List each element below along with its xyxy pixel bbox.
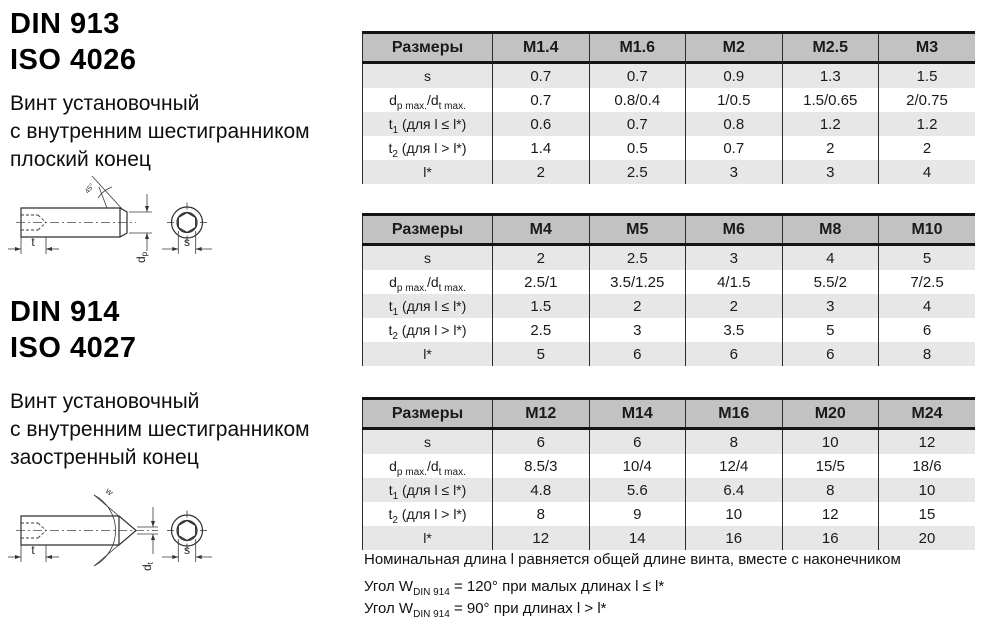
value-cell: 1.2 [879,112,976,136]
size-column-header: M16 [686,399,783,429]
note-nominal-length: Номинальная длина l равняется общей длине винта, вместе с наконечником [364,551,901,568]
note-angle-120: Угол $W_{DIN 914} = 120^\circ$ при малых длинах l ≤ l* [364,578,665,598]
side-view [16,485,158,566]
standard-heading-2 [10,294,137,366]
din914-cone-point-drawing [6,476,234,576]
s-label: s [184,235,190,249]
table-row [363,342,976,366]
value-cell: 4 [782,245,879,271]
s-label: s [184,543,190,557]
value-cell: 2 [879,136,976,160]
value-cell: 0.5 [589,136,686,160]
size-column-header: M10 [879,215,976,245]
t-dimension [8,543,59,562]
row-label: s [424,68,431,84]
sizes-title-cell: Размеры [363,215,493,245]
value-cell: 2/0.75 [879,88,976,112]
table-row [363,502,976,526]
value-cell: 3 [782,160,879,184]
value-cell: 0.7 [589,112,686,136]
value-cell: 6.4 [686,478,783,502]
table-row [363,63,976,89]
value-cell: 3 [686,245,783,271]
value-cell: 2 [493,245,590,271]
size-column-header: M8 [782,215,879,245]
value-cell: 1.4 [493,136,590,160]
value-cell: 6 [879,318,976,342]
size-column-header: M14 [589,399,686,429]
table-row [363,294,976,318]
w-angle-label: w [103,485,116,498]
standard-line: DIN 914 [10,296,120,328]
value-cell: 2.5 [589,160,686,184]
table-medium-sizes [362,213,976,366]
row-label: $t_2$ (для l > l*) [388,140,467,160]
value-cell: 5.6 [589,478,686,502]
value-cell: 10 [686,502,783,526]
size-column-header: M24 [879,399,976,429]
sizes-title-cell: Размеры [363,399,493,429]
value-cell: 1.2 [782,112,879,136]
row-label: $t_1$ (для l ≤ l*) [388,116,467,136]
dimensions-table [362,397,975,550]
t-dimension [8,235,59,254]
value-cell: 2.5 [589,245,686,271]
table-row [363,88,976,112]
value-cell: 8.5/3 [493,454,590,478]
value-cell: 16 [782,526,879,550]
value-cell: 1/0.5 [686,88,783,112]
value-cell: 0.6 [493,112,590,136]
value-cell: 6 [782,342,879,366]
value-cell: 2 [686,294,783,318]
value-cell: 3 [686,160,783,184]
value-cell: 10 [782,429,879,455]
row-label: l* [423,530,432,546]
value-cell: 4 [879,160,976,184]
dimensions-table [362,213,975,366]
s-dimension [162,539,212,562]
value-cell: 4/1.5 [686,270,783,294]
description-line: плоский конец [10,148,151,171]
description-line: с внутренним шестигранником [10,120,310,143]
table-row [363,478,976,502]
value-cell: 8 [782,478,879,502]
value-cell: 1.3 [782,63,879,89]
description-line: заостренный конец [10,446,199,469]
dt-dimension [137,507,158,571]
row-label: l* [423,346,432,362]
s-dimension [162,231,212,254]
value-cell: 20 [879,526,976,550]
standard-line: ISO 4027 [10,332,137,364]
value-cell: 2 [493,160,590,184]
value-cell: 0.9 [686,63,783,89]
value-cell: 0.7 [589,63,686,89]
value-cell: 6 [589,342,686,366]
value-cell: 6 [686,342,783,366]
table-row [363,454,976,478]
value-cell: 3.5/1.25 [589,270,686,294]
row-label: $d_{p max.}/d_{t max.}$ [389,274,466,294]
row-label: $d_{p max.}/d_{t max.}$ [389,92,466,112]
table-large-sizes [362,397,976,550]
row-label: $t_1$ (для l ≤ l*) [388,298,467,318]
value-cell: 0.8 [686,112,783,136]
dp-label: dp [134,251,149,263]
table-row [363,245,976,271]
value-cell: 5 [493,342,590,366]
size-column-header: M1.6 [589,33,686,63]
side-view [16,176,136,237]
table-small-sizes [362,31,976,184]
size-column-header: M3 [879,33,976,63]
description-line: с внутренним шестигранником [10,418,310,441]
value-cell: 14 [589,526,686,550]
standard-line: ISO 4026 [10,44,137,76]
value-cell: 15 [879,502,976,526]
t-label: t [31,235,35,249]
note-angle-90: Угол $W_{DIN 914} = 90^\circ$ при длинах l > l* [364,600,607,620]
table-row [363,112,976,136]
value-cell: 6 [589,429,686,455]
description-2 [10,388,310,472]
value-cell: 16 [686,526,783,550]
size-column-header: M20 [782,399,879,429]
row-label: s [424,434,431,450]
table-row [363,136,976,160]
size-column-header: M6 [686,215,783,245]
value-cell: 8 [493,502,590,526]
value-cell: 15/5 [782,454,879,478]
value-cell: 18/6 [879,454,976,478]
value-cell: 0.7 [493,63,590,89]
value-cell: 7/2.5 [879,270,976,294]
value-cell: 5 [782,318,879,342]
row-label: $t_2$ (для l > l*) [388,322,467,342]
value-cell: 3 [589,318,686,342]
description-line: Винт установочный [10,92,200,115]
dp-dimension [129,194,152,263]
value-cell: 5.5/2 [782,270,879,294]
value-cell: 2.5 [493,318,590,342]
value-cell: 5 [879,245,976,271]
value-cell: 6 [493,429,590,455]
value-cell: 0.7 [493,88,590,112]
row-label: l* [423,164,432,180]
value-cell: 1.5 [879,63,976,89]
table-row [363,160,976,184]
size-column-header: M2.5 [782,33,879,63]
size-column-header: M1.4 [493,33,590,63]
table-row [363,318,976,342]
description-1 [10,90,310,174]
value-cell: 1.5 [493,294,590,318]
table-row [363,270,976,294]
row-label: $d_{p max.}/d_{t max.}$ [389,458,466,478]
value-cell: 12 [493,526,590,550]
value-cell: 12/4 [686,454,783,478]
value-cell: 8 [879,342,976,366]
row-label: $t_2$ (для l > l*) [388,506,467,526]
size-column-header: M4 [493,215,590,245]
value-cell: 10/4 [589,454,686,478]
value-cell: 3 [782,294,879,318]
value-cell: 3.5 [686,318,783,342]
table-row [363,429,976,455]
dt-label: dt [140,562,155,571]
sizes-title-cell: Размеры [363,33,493,63]
description-line: Винт установочный [10,390,200,413]
table-row [363,526,976,550]
value-cell: 2.5/1 [493,270,590,294]
value-cell: 1.5/0.65 [782,88,879,112]
row-label: s [424,250,431,266]
value-cell: 2 [782,136,879,160]
size-column-header: M12 [493,399,590,429]
standard-line: DIN 913 [10,8,120,40]
value-cell: 12 [782,502,879,526]
value-cell: 4.8 [493,478,590,502]
size-column-header: M2 [686,33,783,63]
standard-heading-1 [10,6,137,78]
row-label: $t_1$ (для l ≤ l*) [388,482,467,502]
value-cell: 4 [879,294,976,318]
value-cell: 8 [686,429,783,455]
t-label: t [31,543,35,557]
dimensions-table [362,31,975,184]
value-cell: 9 [589,502,686,526]
value-cell: 0.7 [686,136,783,160]
value-cell: 12 [879,429,976,455]
value-cell: 0.8/0.4 [589,88,686,112]
value-cell: 10 [879,478,976,502]
din913-flat-point-drawing [6,170,234,266]
chamfer-angle-label: 45° [84,182,97,196]
value-cell: 2 [589,294,686,318]
size-column-header: M5 [589,215,686,245]
